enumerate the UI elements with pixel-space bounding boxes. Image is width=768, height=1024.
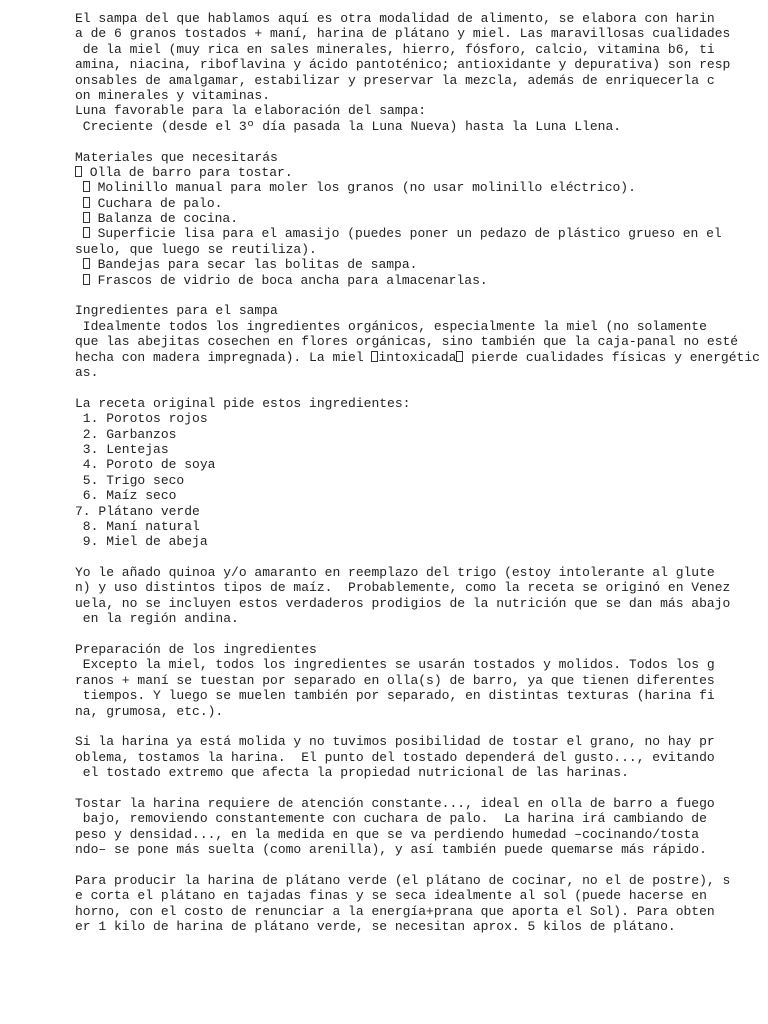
text-line: a de 6 granos tostados + maní, harina de plátano y miel. Las maravillosas cualidades <box>75 26 731 42</box>
text-line: amina, niacina, riboflavina y ácido pantoténico; antioxidante y depurativa) son resp <box>75 57 731 73</box>
paragraph <box>75 303 760 380</box>
missing-glyph-box-icon <box>83 227 90 238</box>
text-line: peso y densidad..., en la medida en que se va perdiendo humedad –cocinando/tosta <box>75 826 700 842</box>
text-line: que las abejitas cosechen en flores orgánicas, sino también que la caja-panal no esté <box>75 334 739 350</box>
paragraph-gap <box>75 134 755 149</box>
missing-glyph-box-icon <box>75 166 82 177</box>
paragraph-gap <box>75 719 755 734</box>
text-line: Bandejas para secar las bolitas de sampa. <box>75 257 755 272</box>
text-line: n) y uso distintos tipos de maíz. Probablemente, como la receta se originó en Venez <box>75 580 731 596</box>
text-line: ndo– se pone más suelta (como arenilla), y así también puede quemarse más rápido. <box>75 842 707 858</box>
paragraph <box>75 396 755 550</box>
text-line: Preparación de los ingredientes <box>75 642 317 658</box>
paragraph-gap <box>75 288 755 303</box>
text-line: 7. Plátano verde <box>75 503 200 519</box>
text-line: on minerales y vitaminas. <box>75 87 271 103</box>
missing-glyph-box-icon <box>83 197 90 208</box>
text-line: el tostado extremo que afecta la propiedad nutricional de las harinas. <box>75 765 629 781</box>
paragraph <box>75 734 755 780</box>
text-line: 1. Porotos rojos <box>75 411 208 427</box>
text-line: er 1 kilo de harina de plátano verde, se necesitan aprox. 5 kilos de plátano. <box>75 919 676 935</box>
missing-glyph-box-icon <box>371 351 378 362</box>
paragraph-gap <box>75 550 755 565</box>
missing-glyph-box-icon <box>83 258 90 269</box>
missing-glyph-box-icon <box>83 212 90 223</box>
text-line: Luna favorable para la elaboración del sampa: <box>75 103 427 119</box>
text-line: horno, con el costo de renunciar a la energía+prana que aporta el Sol). Para obten <box>75 903 715 919</box>
missing-glyph-box-icon <box>83 181 90 192</box>
document-body <box>75 11 760 935</box>
missing-glyph-box-icon <box>456 351 463 362</box>
text-line: hecha con madera impregnada). La miel intoxicada pierde cualidades físicas y energétic <box>75 349 760 365</box>
missing-glyph-box-icon <box>83 274 90 285</box>
paragraph <box>75 873 755 935</box>
text-line: uela, no se incluyen estos verdaderos prodigios de la nutrición que se dan más abajo <box>75 595 731 611</box>
paragraph <box>75 642 755 719</box>
text-line: ranos + maní se tuestan por separado en olla(s) de barro, ya que tienen diferentes <box>75 672 715 688</box>
paragraph-gap <box>75 781 755 796</box>
text-line: Si la harina ya está molida y no tuvimos posibilidad de tostar el grano, no hay pr <box>75 734 715 750</box>
text-line: onsables de amalgamar, estabilizar y preservar la mezcla, además de enriquecerla c <box>75 72 715 88</box>
text-line: 9. Miel de abeja <box>75 534 208 550</box>
text-line: en la región andina. <box>75 611 239 627</box>
text-line: Frascos de vidrio de boca ancha para almacenarlas. <box>75 273 755 288</box>
text-line: tiempos. Y luego se muelen también por separado, en distintas texturas (harina fi <box>75 688 715 704</box>
text-line: Ingredientes para el sampa <box>75 303 278 319</box>
text-line: Yo le añado quinoa y/o amaranto en reemplazo del trigo (estoy intolerante al glute <box>75 565 715 581</box>
text-line: bajo, removiendo constantemente con cuchara de palo. La harina irá cambiando de <box>75 811 707 827</box>
text-line: Balanza de cocina. <box>75 211 755 226</box>
paragraph-gap <box>75 627 755 642</box>
text-line: 4. Poroto de soya <box>75 457 216 473</box>
text-line: oblema, tostamos la harina. El punto del tostado dependerá del gusto..., evitando <box>75 749 715 765</box>
text-line: e corta el plátano en tajadas finas y se seca idealmente al sol (puede hacerse en <box>75 888 707 904</box>
paragraph <box>75 796 755 858</box>
text-line: de la miel (muy rica en sales minerales, hierro, fósforo, calcio, vitamina b6, ti <box>75 41 715 57</box>
text-line: 2. Garbanzos <box>75 426 177 442</box>
paragraph-gap <box>75 380 755 395</box>
text-line: Materiales que necesitarás <box>75 149 278 165</box>
text-line: El sampa del que hablamos aquí es otra modalidad de alimento, se elabora con harin <box>75 11 715 26</box>
text-line: Idealmente todos los ingredientes orgánicos, especialmente la miel (no solamente <box>75 318 707 334</box>
text-line: La receta original pide estos ingredientes: <box>75 395 411 411</box>
text-line: Cuchara de palo. <box>75 196 755 211</box>
text-line: 5. Trigo seco <box>75 472 185 488</box>
text-line: suelo, que luego se reutiliza). <box>75 241 317 257</box>
text-line: Olla de barro para tostar. <box>75 165 755 180</box>
paragraph <box>75 565 755 627</box>
text-line: as. <box>75 364 99 380</box>
text-line: Para producir la harina de plátano verde (el plátano de cocinar, no el de postre), s <box>75 872 731 888</box>
text-line: Creciente (desde el 3º día pasada la Luna Nueva) hasta la Luna Llena. <box>75 118 622 134</box>
text-line: Tostar la harina requiere de atención constante..., ideal en olla de barro a fuego <box>75 795 715 811</box>
text-line: na, grumosa, etc.). <box>75 703 224 719</box>
text-line: 6. Maíz seco <box>75 488 177 504</box>
paragraph <box>75 11 755 134</box>
text-line: Excepto la miel, todos los ingredientes se usarán tostados y molidos. Todos los g <box>75 657 715 673</box>
text-line: Superficie lisa para el amasijo (puedes poner un pedazo de plástico grueso en el <box>75 226 755 241</box>
text-line: Molinillo manual para moler los granos (no usar molinillo eléctrico). <box>75 180 755 195</box>
paragraph <box>75 150 755 289</box>
text-line: 8. Maní natural <box>75 518 200 534</box>
paragraph-gap <box>75 857 755 872</box>
text-line: 3. Lentejas <box>75 441 169 457</box>
